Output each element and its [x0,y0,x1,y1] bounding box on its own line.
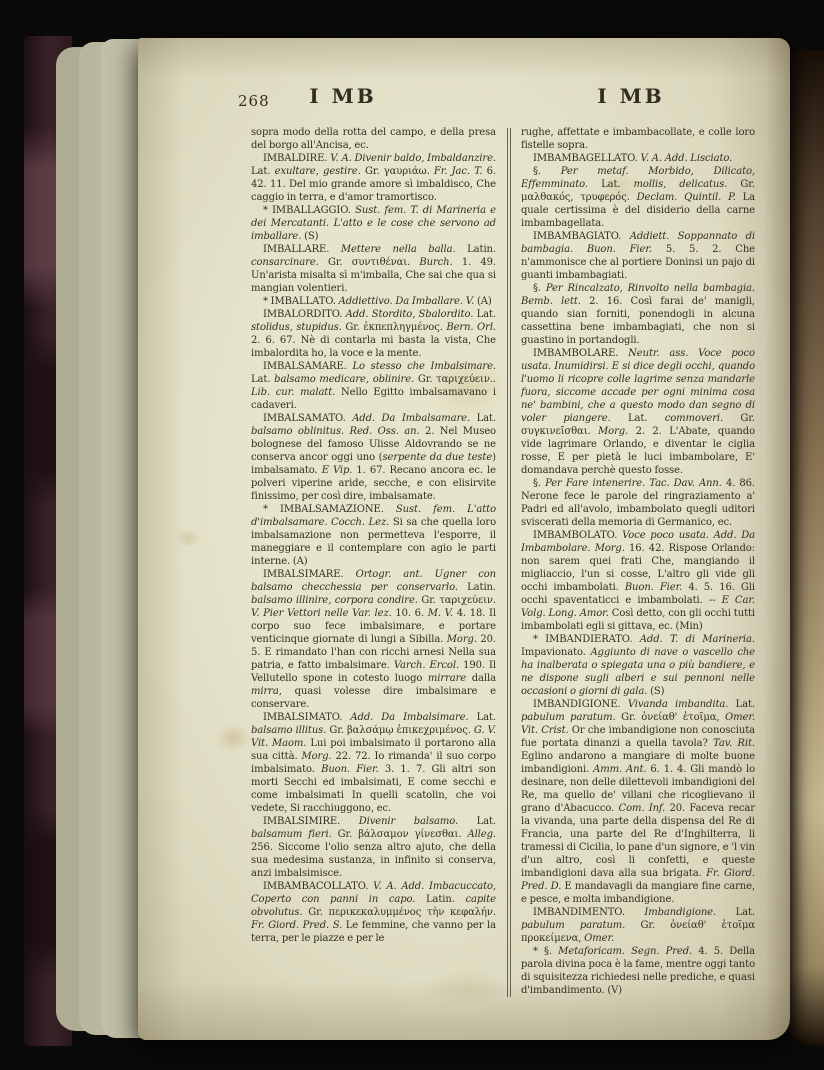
italic-text: Tav. Rit. [713,738,755,749]
text-block [251,126,755,997]
italic-text: Voce poco usata. Add. Da Imbambolare. Morg. [520,530,755,554]
roman-text: IMBALSAMARE. [263,361,353,372]
italic-text: Omer. [584,933,615,944]
roman-text: Lat. [735,699,755,710]
roman-text: IMBAMBOLATO. [532,530,623,541]
roman-text: Eglino andarono a mangiare di molte buone imbandigioni. [520,751,755,775]
roman-text: IMBANDIGIONE. [532,699,628,710]
italic-text: balsamo oblinitus. Red. Oss. an. [251,426,425,437]
italic-text: mirrare [427,673,472,684]
italic-text: balsamo illitus. [251,725,330,736]
running-head-right: I MB [597,84,665,108]
roman-text: 2. 16. Così farai de' manigli, quando sian forniti, ponendogli in alcuna cassettina bene imbambagiati, che non si guastino in portandogli. [520,296,756,346]
entry-paragraph [521,529,755,633]
entry-paragraph [521,698,755,906]
italic-text: Omer. Vit. Crist. [520,712,756,736]
entry-paragraph [521,126,755,152]
roman-text: 2. Nel Museo bolognese del famoso Ulisse Aldovrando se ne conserva ancor oggi uno ( [251,426,496,463]
italic-text: Add. T. di Marineria. [639,634,755,645]
roman-text: Lat. [735,907,755,918]
roman-text: * IMBALSAMAZIONE. [263,504,396,515]
roman-text: Gr. ἐκπεπληγμένος. [345,322,447,333]
italic-text: Mettere nella balla. [340,244,468,255]
entry-paragraph [251,243,496,295]
roman-text: 22. 72. Io rimanda' il suo corpo imbalsimato. [251,751,496,775]
italic-text: pabulum paratum. [520,920,641,931]
roman-text: (S) [650,686,665,697]
italic-text: Aggiunto di nave o vascello che ha inalberata o spiegata una o più bandiere, e ne dispone sugli alberi e sui pennoni nelle occasioni o giorni di gala. [520,647,755,697]
italic-text: balsamum fieri. [251,829,338,840]
italic-text: Sust. fem. T. di Marineria e dei Mercatanti. L'atto e le cose che servono ad imballare. [251,205,496,242]
roman-text: Lat. [476,816,496,827]
roman-text: Impavionato. [520,647,591,658]
roman-text: Gr. περικεκαλυμμένος τὴν κεφαλήν. [308,907,496,918]
italic-text: V. A. Add. Imbacuccato, Coperto con panni in capo. [251,881,496,905]
italic-text: consarcinare. [251,257,328,268]
italic-text: V. A. Add. Lisciato. [640,153,733,164]
entry-paragraph [521,230,755,282]
italic-text: G. V. Vit. Maom. [251,725,496,749]
roman-text: 256. Siccome l'olio senza altro ajuto, che della sua medesima sustanza, in infinito si conserva, anzi imbalsimisce. [251,842,496,879]
entry-paragraph [251,360,496,412]
roman-text: Lat. [476,712,496,723]
italic-text: balsamo medicare, oblinire. [274,374,418,385]
roman-text: 2. 2. L'Abate, quando vide lagrimare Orlando, e diventar le ciglia rosse, E per pietà le luci imbambolare, E' domandava perchè questo fosse. [520,426,755,476]
italic-text: Sust. fem. L'atto d'imbalsamare. Cocch. Lez. [251,504,496,528]
roman-text: Nello Egitto imbalsamavano i cadaveri. [251,387,496,411]
italic-text: Per Fare intenerire. Tac. Dav. Ann. [545,478,726,489]
italic-text: commoveri. [664,413,741,424]
roman-text: IMBALORDITO. [263,309,346,320]
entry-paragraph [251,815,496,880]
italic-text: Ortogr. ant. Ugner con balsamo checchessia per conservarlo. [251,569,496,593]
roman-text: Gr. ὀνείαθ' ἑτοῖμα προκείμενα, [520,920,756,944]
italic-text: Per metaf. Morbido, Dilicato, Effemminato. [520,166,755,190]
roman-text: E mandavagli da mangiare fine carne, e pesce, e molta imbandigione. [520,881,755,905]
roman-text: Gr. συντιθέναι. [327,257,420,268]
roman-text: Latin. [467,582,496,593]
roman-text: IMBANDIMENTO. [532,907,645,918]
entry-paragraph [521,282,755,347]
entry-paragraph [521,906,755,945]
italic-text: balsamo illinire, corpora condire. [251,595,422,606]
entry-paragraph [251,126,496,152]
italic-text: E Vip. [321,465,357,476]
roman-text: Le femmine, che vanno per la terra, per le piazze e per le [251,920,496,944]
italic-text: serpente da due teste [382,452,493,463]
entry-paragraph [251,711,496,815]
running-head-left: I MB [309,84,377,108]
italic-text: Fr. Jac. T. [433,166,487,177]
italic-text: Buon. Fier. [321,764,385,775]
italic-text: Metaforicam. Segn. Pred. [558,946,699,957]
roman-text: Lui poi imbalsimato il portarono alla sua città. [251,738,496,762]
roman-text: (A) [476,296,492,307]
roman-text: 1. 67. Recano ancora ec. le polveri viperine aride, secche, e con elisirvite finissimo, per così dire, imbalsamate. [251,465,496,502]
roman-text: rughe, affettate e imbambacollate, e colle loro fistelle sopra. [520,127,755,151]
entry-paragraph [251,204,496,243]
roman-text: Gr. ταριχεύειν.. [417,374,496,385]
entry-paragraph [251,308,496,360]
roman-text: Lat. [251,166,275,177]
roman-text: IMBALSIMARE. [263,569,356,580]
roman-text: IMBALSAMATO. [263,413,353,424]
left-column [251,126,496,997]
roman-text: §. [532,283,546,294]
roman-text: ) imbalsamato. [251,452,496,476]
entry-paragraph [521,347,755,477]
italic-text: stolidus, stupidus. [251,322,346,333]
roman-text: Lat. [628,413,665,424]
roman-text: 4. 18. Il corpo suo fece imbalsimare, e portare venticinque giornate di lungi a Sibilla. [251,608,496,645]
italic-text: Bern. Orl. [446,322,496,333]
italic-text: Buon. Fier. [624,582,689,593]
roman-text: * IMBANDIERATO. [532,634,640,645]
italic-text: Lo stesso che Imbalsimare. [352,361,496,372]
entry-paragraph [251,568,496,711]
roman-text: * IMBALLATO. [263,296,339,307]
italic-text: Addiett. Soppannato di bambagia. Buon. Fier. [520,231,755,255]
roman-text: 20. 5. E rimandato l'han con ricchi arnesi Nella sua patria, e fatto imbalsimare. [251,634,496,671]
roman-text: 4. 86. Nerone fece le parole del ringraziamento a' Padri ed all'avolo, imbambolato quegli uditori sviscerati della memoria di Germanico, ec. [520,478,755,528]
roman-text: Gr. βαλσάμῳ ἐπικεχριμένος. [329,725,474,736]
page-number: 268 [238,92,270,110]
roman-text: §. [532,478,546,489]
roman-text: IMBAMBAGELLATO. [532,153,641,164]
roman-text: 10. 6. [395,608,428,619]
italic-text: Addiettivo. Da Imballare. V. [338,296,477,307]
italic-text: Com. Inf. [618,803,670,814]
roman-text: 6. 1. 4. Gli mandò lo desinare, non delle dilettevoli imbandigioni del Re, ma quello de' villani che ricoglievano il grano d'Abacucco. [520,764,756,814]
roman-text: 4. 5. Della parola divina poca è la fame, mentre oggi tanto di squisitezza richiedesi nelle prediche, e quasi d'imbandimento. (V) [520,946,755,996]
roman-text: IMBALSIMATO. [263,712,351,723]
italic-text: mollis, delicatus. [633,179,741,190]
roman-text: 20. Faceva recar la vivanda, una parte della dispensa del Re di Francia, una parte del Re d'Inghilterra, li tramessi di Cicilia, lo pane d'un signore, e 'l vin d'un altro, così li confetti, e queste imbandigioni dava alla sua brigata. [520,803,755,879]
italic-text: pabulum paratum. [520,712,622,723]
italic-text: mirra [251,686,279,697]
roman-text: IMBALSIMIRE. [263,816,359,827]
roman-text: IMBAMBOLARE. [532,348,629,359]
roman-text: 1. 49. Un'arista misalta sì m'imballa, Che sai che qua si mangian volentieri. [251,257,496,294]
roman-text: 190. Il Vellutello spone in cotesto luogo [251,660,496,684]
roman-text: Gr. ὀνείαθ' ἑτοῖμα, [621,712,726,723]
roman-text: Gr. ταριχεύειν. [421,595,496,606]
entry-paragraph [521,152,755,165]
roman-text: 6. 42. 11. Del mio grande amore sì imbaldisco, Che caggio in terra, e d'amor tramortisco. [251,166,496,203]
italic-text: Alleg. [467,829,496,840]
italic-text: capite obvolutus. [251,894,496,918]
italic-text: M. V. [427,608,457,619]
entry-paragraph [251,880,496,945]
entry-paragraph [251,152,496,204]
roman-text: Latin. [467,244,496,255]
entry-paragraph [521,633,755,698]
italic-text: Declam. Quintil. P. [636,192,743,203]
roman-text: Lat. [476,413,496,424]
roman-text: Lat. [251,374,275,385]
roman-text: (S) [304,231,319,242]
entry-paragraph [251,412,496,503]
italic-text: Morg. [301,751,336,762]
roman-text: * §. [532,946,559,957]
italic-text: Fr. Giord. Pred. S. [251,920,346,931]
roman-text: 3. 1. 7. Gli altri son morti Secchi ed imbalsimati, E come secchi e come imbalsimati In quelli scatolin, che voi vedete, Si racchiuggono, ec. [251,764,496,814]
italic-text: Per Rincalzato, Rinvolto nella bambagia. Bemb. lett. [520,283,755,307]
roman-text: , quasi volesse dire imbalsimare e conservare. [251,686,496,710]
roman-text: Così detto, con gli occhi tutti imbambolati egli si gittava, ec. (Min) [520,608,755,632]
roman-text: §. [532,166,561,177]
italic-text: Burch. [419,257,462,268]
roman-text: Gr. μαλθακός, τρυφερός. [520,179,755,203]
entry-paragraph [521,477,755,529]
roman-text: dalla [471,673,496,684]
italic-text: Divenir balsamo. [358,816,477,827]
entry-paragraph [521,165,755,230]
roman-text: Gr. γαυριάω. [365,166,434,177]
entry-paragraph [521,945,755,997]
roman-text: Lat. [601,179,634,190]
roman-text: Lat. [476,309,496,320]
roman-text: 5. 5. 2. Che n'ammonisce che al portiere Doninsi un pajo di guanti imbambagiati. [520,244,755,281]
roman-text: 2. 6. 67. Nè di contarla mi basta la vista, Che imbalordita ho, la voce e la mente. [251,335,496,359]
italic-text: Add. Stordito, Sbalordito. [345,309,477,320]
italic-text: Morg. [446,634,481,645]
roman-text: IMBAMBAGIATO. [532,231,630,242]
italic-text: V. A. Divenir baldo, Imbaldanzire. [330,153,496,164]
right-column [521,126,755,997]
italic-text: Lib. cur. malatt. [251,387,342,398]
entry-paragraph [251,295,496,308]
book-binding-right [786,50,824,1046]
italic-text: Varch. Ercol. [393,660,464,671]
roman-text: Or che imbandigione non conosciuta fue portata dinanzi a quella tavola? [520,725,755,749]
roman-text: 4. 5. 16. Gli occhi spaventaticci e imbambolati. -- [520,582,755,606]
roman-text: Gr. συγκινεῖσθαι. [520,413,755,437]
italic-text: Morg. [598,426,636,437]
roman-text: La quale certissima è del disiderio della carne imbambagellata. [520,192,755,229]
roman-text: Gr. βάλσαμον γίνεσθαι. [337,829,468,840]
italic-text: Add. Da Imbalsimare. [350,712,477,723]
italic-text: Add. Da Imbalsamare. [352,413,477,424]
italic-text: Imbandigione. [644,907,736,918]
italic-text: V. Pier Vettori nelle Var. lez. [251,608,396,619]
italic-text: Fr. Giord. Pred. D. [520,868,755,892]
roman-text: IMBAMBACOLLATO. [263,881,374,892]
roman-text: IMBALDIRE. [263,153,331,164]
italic-text: Neutr. ass. Voce poco usata. Inumidirsi. E si dice degli occhi, quando l'uomo li ricopre colle lagrime senza mandarle fuora, siccome accade per ogni minima cosa ne' bambini, che a questo modo dan segno di voler piangere. [520,348,755,424]
column-divider-rule [507,128,511,997]
dictionary-page [138,38,790,1040]
italic-text: Vivanda imbandita. [627,699,736,710]
roman-text: sopra modo della rotta del campo, e della presa del borgo all'Ancisa, ec. [251,127,496,151]
italic-text: Amm. Ant. [593,764,651,775]
roman-text: Latin. [425,894,466,905]
roman-text: * IMBALLAGGIO. [263,205,356,216]
roman-text: IMBALLARE. [263,244,341,255]
entry-paragraph [251,503,496,568]
roman-text: Si sa che quella loro imbalsamazione non permetteva l'esporre, il maneggiare e il contemplare con agio le parti interne. (A) [251,517,496,567]
italic-text: E Car. Volg. Long. Amor. [520,595,756,619]
italic-text: exultare, gestire. [274,166,365,177]
roman-text: 16. 42. Rispose Orlando: non sarem quei frati Che, mangiando il migliaccio, l'un si cosse, L'altro gli vide gli occhi imbambolati. [520,543,755,593]
